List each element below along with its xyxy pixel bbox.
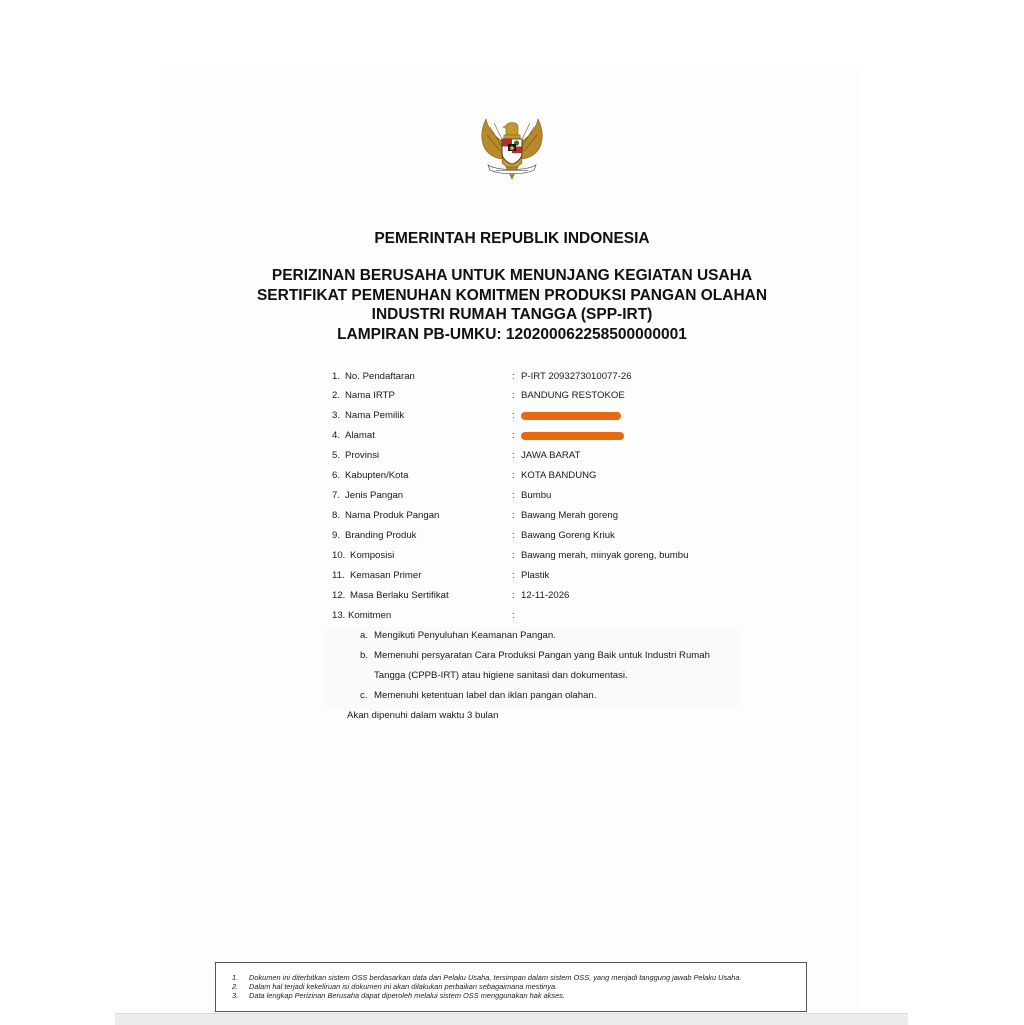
commitment-letter: c. bbox=[360, 690, 368, 701]
field-label: Nama Produk Pangan bbox=[345, 510, 440, 521]
field-colon: : bbox=[512, 371, 515, 382]
footer-note-text: Dalam hal terjadi kekeliruan isi dokumen ini akan dilakukan perbaikan sebagaimana mestinya. bbox=[249, 982, 558, 991]
field-label: Nama Pemilik bbox=[345, 410, 405, 421]
field-colon: : bbox=[512, 590, 515, 601]
field-label: Komitmen bbox=[348, 610, 392, 621]
field-value: P-IRT 2093273010077-26 bbox=[521, 371, 632, 382]
field-colon: : bbox=[512, 450, 515, 461]
garuda-emblem-icon bbox=[476, 113, 548, 185]
title-line-pb-umku: LAMPIRAN PB-UMKU: 120200062258500000001 bbox=[337, 325, 687, 343]
commitment-text: Mengikuti Penyuluhan Keamanan Pangan. bbox=[374, 630, 556, 641]
field-colon: : bbox=[512, 430, 515, 441]
certificate-title bbox=[0, 266, 1024, 344]
redaction-mark bbox=[521, 412, 621, 420]
field-colon: : bbox=[512, 550, 515, 561]
field-colon: : bbox=[512, 570, 515, 581]
field-colon: : bbox=[512, 390, 515, 401]
field-label: Branding Produk bbox=[345, 530, 417, 541]
field-colon: : bbox=[512, 530, 515, 541]
commitment-text: Memenuhi ketentuan label dan iklan pangan olahan. bbox=[374, 690, 597, 701]
field-number: 6. bbox=[332, 470, 341, 481]
field-label: Alamat bbox=[345, 430, 375, 441]
field-number: 12. bbox=[332, 590, 346, 601]
footer-note-text: Dokumen ini diterbitkan sistem OSS berdasarkan data dari Pelaku Usaha, tersimpan dalam sistem OSS, yang menjadi tanggung jawab Pelaku Usaha. bbox=[249, 973, 742, 982]
field-value: BANDUNG RESTOKOE bbox=[521, 390, 625, 401]
field-label: Kemasan Primer bbox=[350, 570, 422, 581]
commitment-deadline-note: Akan dipenuhi dalam waktu 3 bulan bbox=[347, 710, 499, 721]
field-value: Bawang Goreng Kriuk bbox=[521, 530, 615, 541]
field-colon: : bbox=[512, 410, 515, 421]
field-value: KOTA BANDUNG bbox=[521, 470, 597, 481]
field-value: 12-11-2026 bbox=[521, 590, 570, 601]
commitment-text: Memenuhi persyaratan Cara Produksi Pangan yang Baik untuk Industri Rumah bbox=[374, 650, 710, 661]
field-value: Bumbu bbox=[521, 490, 552, 501]
field-number: 4. bbox=[332, 430, 341, 441]
field-label: Jenis Pangan bbox=[345, 490, 404, 501]
footer-disclaimer-box bbox=[215, 962, 807, 1012]
field-label: Komposisi bbox=[350, 550, 395, 561]
commitment-letter: b. bbox=[360, 650, 369, 661]
field-value: Plastik bbox=[521, 570, 550, 581]
page-bottom-edge bbox=[115, 1013, 908, 1025]
field-colon: : bbox=[512, 470, 515, 481]
field-colon: : bbox=[512, 490, 515, 501]
field-number: 10. bbox=[332, 550, 346, 561]
document-page bbox=[160, 66, 860, 1013]
commitment-letter: a. bbox=[360, 630, 369, 641]
redaction-mark bbox=[521, 432, 624, 440]
field-number: 1. bbox=[332, 371, 341, 382]
field-number: 9. bbox=[332, 530, 341, 541]
title-line: PERIZINAN BERUSAHA UNTUK MENUNJANG KEGIATAN USAHA bbox=[271, 267, 753, 284]
field-label: Nama IRTP bbox=[345, 390, 395, 401]
field-colon: : bbox=[512, 510, 515, 521]
field-label: No. Pendaftaran bbox=[345, 371, 415, 382]
commitment-text: Tangga (CPPB-IRT) atau higiene sanitasi dan dokumentasi. bbox=[374, 670, 628, 681]
title-line: INDUSTRI RUMAH TANGGA (SPP-IRT) bbox=[371, 306, 653, 323]
field-label: Masa Berlaku Sertifikat bbox=[350, 590, 449, 601]
field-number: 7. bbox=[332, 490, 341, 501]
field-number: 3. bbox=[332, 410, 341, 421]
field-value: JAWA BARAT bbox=[521, 450, 581, 461]
field-number: 8. bbox=[332, 510, 341, 521]
footer-note-number: 3. bbox=[232, 991, 239, 1000]
footer-note-text: Data lengkap Perizinan Berusaha dapat diperoleh melalui sistem OSS menggunakan hak akses. bbox=[249, 991, 565, 1000]
title-line: SERTIFIKAT PEMENUHAN KOMITMEN PRODUKSI PANGAN OLAHAN bbox=[256, 286, 768, 304]
field-number: 13. bbox=[332, 610, 346, 621]
field-value: Bawang merah, minyak goreng, bumbu bbox=[521, 550, 689, 561]
field-label: Kabupten/Kota bbox=[345, 470, 409, 481]
footer-note-number: 1. bbox=[232, 973, 239, 982]
field-number: 2. bbox=[332, 390, 341, 401]
field-colon: : bbox=[512, 610, 515, 621]
field-number: 11. bbox=[332, 570, 345, 581]
field-label: Provinsi bbox=[345, 450, 380, 461]
footer-note-number: 2. bbox=[232, 982, 239, 991]
field-value: Bawang Merah goreng bbox=[521, 510, 619, 521]
government-heading: PEMERINTAH REPUBLIK INDONESIA bbox=[374, 230, 650, 247]
field-number: 5. bbox=[332, 450, 341, 461]
